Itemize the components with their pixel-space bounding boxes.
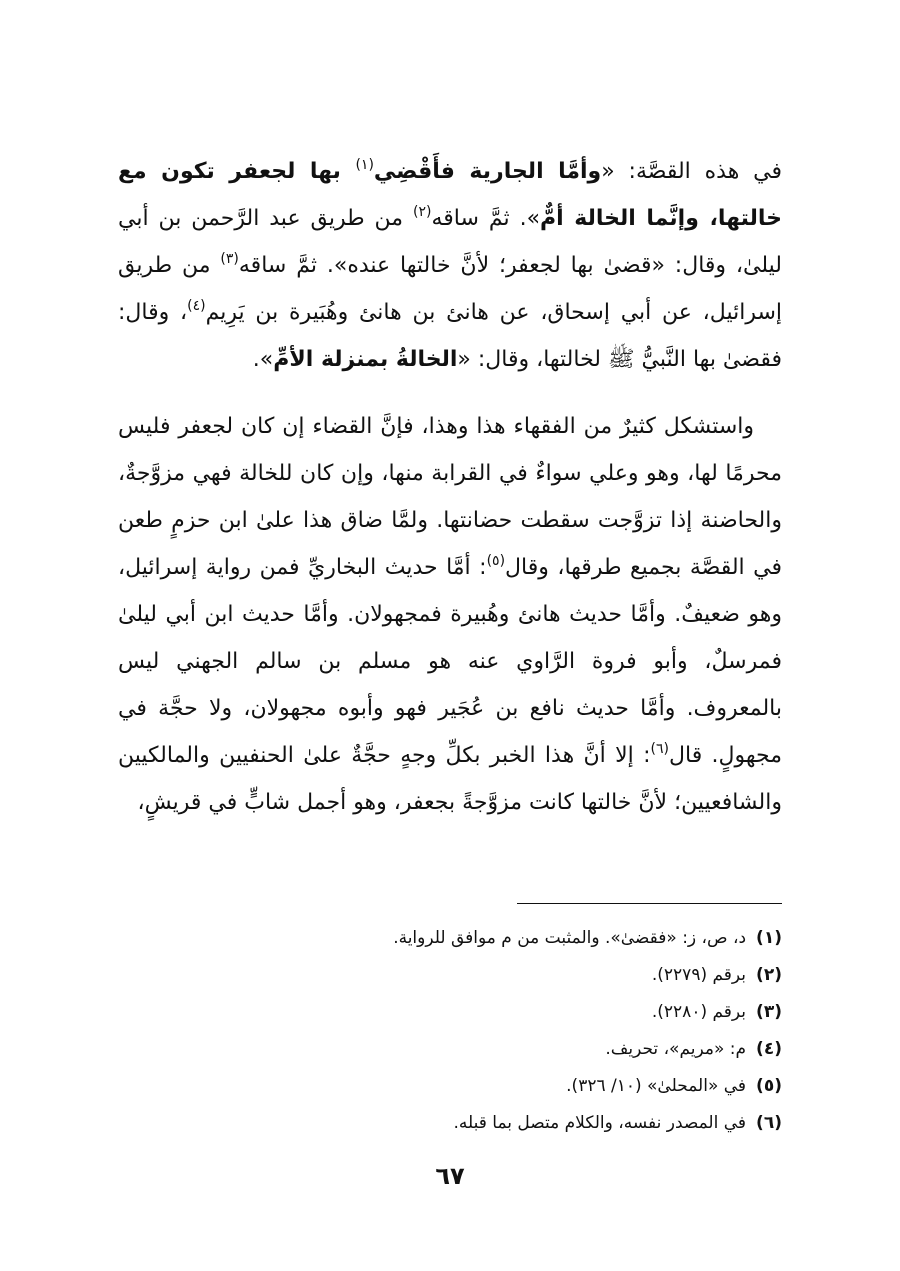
p1-quote-bold-2: بها لجعفر تكون مع خالتها، وإنَّما الخالة أمٌّ	[118, 159, 782, 231]
footnote-item	[118, 957, 782, 994]
page-number: ٦٧	[435, 1162, 465, 1190]
footnote-number: (٦)	[756, 1113, 782, 1133]
footnotes-list	[118, 920, 782, 1142]
footnote-number: (٤)	[756, 1039, 782, 1059]
p1-quote-bold-1: وأمَّا الجارية فأَقْضِي	[373, 159, 602, 184]
footnote-text: في «المحلىٰ» (١٠/ ٣٢٦).	[566, 1076, 747, 1096]
footnote-ref-1: (١)	[355, 157, 374, 173]
footnote-ref-6: (٦)	[650, 741, 669, 757]
footnote-text: م: «مريم»، تحريف.	[605, 1039, 747, 1059]
footnote-text: في المصدر نفسه، والكلام متصل بما قبله.	[453, 1113, 747, 1133]
footnote-text: د، ص، ز: «فقضىٰ». والمثبت من م موافق للرواية.	[393, 928, 747, 948]
footnote-item	[118, 994, 782, 1031]
paragraph-1	[118, 148, 782, 383]
footnote-item	[118, 920, 782, 957]
p1-text-2: ». ثمَّ ساقه	[431, 206, 541, 231]
p2-text-1: واستشكل كثيرٌ من الفقهاء هذا وهذا، فإنَّ القضاء إن كان لجعفر فليس محرمًا لها، وهو وعلي سواءٌ في القرابة منها، وإن كان للخالة فهي مزوَّجةٌ، والحاضنة إذا تزوَّجت سقطت حضانتها. ولمَّا ضاق هذا علىٰ ابن حزمٍ طعن في القصَّة بجميع طرقها، وقال	[118, 414, 782, 580]
p1-text-5: ، وقال: فقضىٰ بها النَّبيُّ ﷺ لخالتها، وقال: «	[118, 300, 782, 372]
footnote-number: (٣)	[756, 1002, 782, 1022]
footnote-number: (٥)	[756, 1076, 782, 1096]
footnote-ref-5: (٥)	[486, 553, 506, 569]
p1-quote-bold-3: الخالةُ بمنزلة الأمِّ	[273, 347, 458, 372]
footnote-text: برقم (٢٢٧٩).	[651, 965, 747, 985]
footnote-item	[118, 1068, 782, 1105]
footnote-text: برقم (٢٢٨٠).	[651, 1002, 747, 1022]
footnote-divider	[517, 903, 782, 904]
footnote-number: (٢)	[756, 965, 782, 985]
p2-text-2: : أمَّا حديث البخاريِّ فمن رواية إسرائيل، وهو ضعيفٌ. وأمَّا حديث هانئ وهُبيرة فمجهولان. وأمَّا حديث ابن أبي ليلىٰ فمرسلٌ، وأبو فروة الرَّاوي عنه هو مسلم بن سالم الجهني ليس بالمعروف. وأمَّا حديث نافع بن عُجَير فهو وأبوه مجهولان، ولا حجَّة في مجهولٍ. قال	[118, 555, 783, 768]
footnote-ref-2: (٢)	[413, 204, 432, 220]
footnote-item	[118, 1105, 782, 1142]
footnote-item	[118, 1031, 782, 1068]
p1-text-6: ».	[252, 347, 274, 372]
p2-text-3: : إلا أنَّ هذا الخبر بكلِّ وجهٍ حجَّةٌ علىٰ الحنفيين والمالكيين والشافعيين؛ لأنَّ خالتها كانت مزوَّجةً بجعفر، وهو أجمل شابٍّ في قريشٍ،	[118, 743, 782, 815]
footnote-ref-4: (٤)	[187, 298, 206, 314]
p1-text-1: في هذه القصَّة: «	[601, 159, 783, 184]
footnote-number: (١)	[756, 928, 782, 948]
footnote-ref-3: (٣)	[220, 251, 239, 267]
paragraph-2	[118, 403, 782, 826]
main-text	[118, 148, 782, 826]
p1-text-4: من طريق إسرائيل، عن أبي إسحاق، عن هانئ بن هانئ وهُبَيرة بن يَرِيم	[118, 253, 783, 325]
p1-text-3: من طريق عبد الرَّحمن بن أبي ليلىٰ، وقال: «قضىٰ بها لجعفر؛ لأنَّ خالتها عنده». ثمَّ ساقه	[118, 206, 782, 278]
